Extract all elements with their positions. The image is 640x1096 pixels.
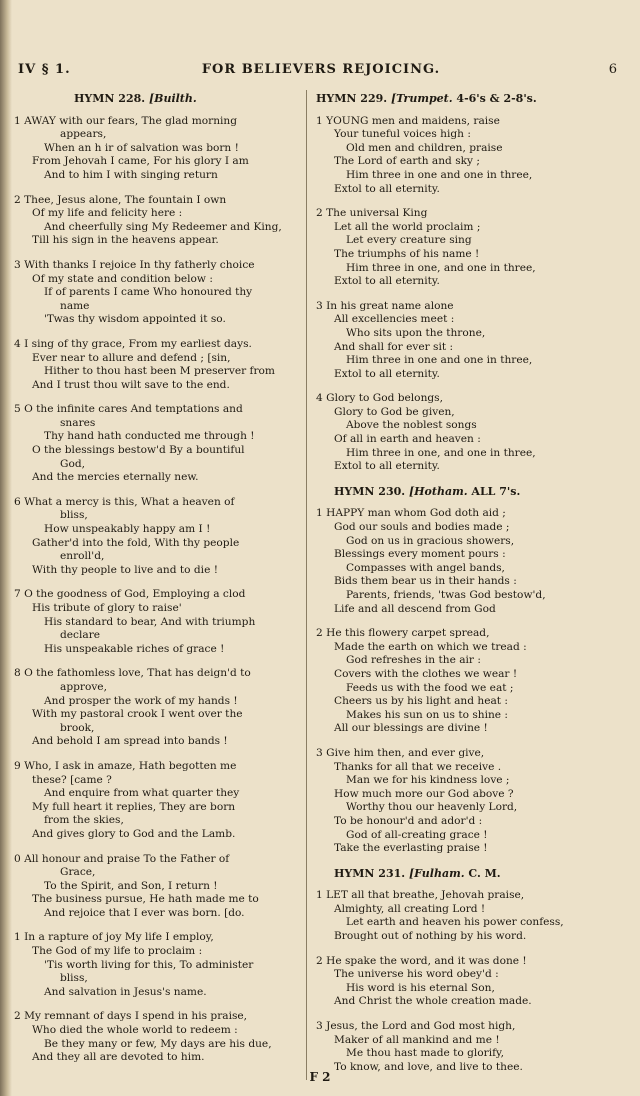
verse-line: these? [came ? bbox=[32, 773, 112, 786]
verse-line: 'Twas thy wisdom appointed it so. bbox=[44, 313, 226, 326]
page-number: 6 bbox=[608, 62, 618, 77]
verse-number: 1 bbox=[14, 114, 25, 127]
verse-number: 2 bbox=[316, 954, 327, 967]
verse-line: 9 Who, I ask in amaze, Hath begotten me bbox=[14, 759, 237, 772]
verse-number: 4 bbox=[14, 337, 25, 350]
verse-number: 2 bbox=[316, 627, 327, 640]
verse-line: Extol to all eternity. bbox=[334, 367, 440, 380]
verse-line: Of all in earth and heaven : bbox=[334, 433, 481, 446]
verse-line: 3 Jesus, the Lord and God most high, bbox=[316, 1020, 516, 1033]
verse-number: 9 bbox=[14, 759, 25, 772]
verse-line: 1 HAPPY man whom God doth aid ; bbox=[316, 507, 506, 520]
verse-line: 3 With thanks I rejoice In thy fatherly choice bbox=[14, 258, 255, 271]
verse-number: 3 bbox=[14, 258, 25, 271]
verse-number: 5 bbox=[14, 403, 25, 416]
verse-number: 7 bbox=[14, 588, 25, 601]
verse-line: To be honour'd and ador'd : bbox=[334, 814, 483, 827]
hymn-tune: [Builth. bbox=[148, 92, 197, 105]
verse-line: How much more our God above ? bbox=[334, 787, 514, 800]
verse-line: 3 In his great name alone bbox=[316, 299, 454, 312]
verse-line: The Lord of earth and sky ; bbox=[334, 155, 480, 168]
page-header bbox=[18, 62, 624, 82]
verse-line: declare bbox=[60, 629, 101, 642]
verse-number: 8 bbox=[14, 667, 25, 680]
verse-line: Blessings every moment pours : bbox=[334, 548, 506, 561]
verse-line: God our souls and bodies made ; bbox=[334, 521, 510, 534]
verse-line: Feeds us with the food we eat ; bbox=[346, 681, 514, 694]
verse-line: Old men and children, praise bbox=[346, 141, 503, 154]
verse-number: 4 bbox=[316, 392, 327, 405]
verse-line: Cheers us by his light and heat : bbox=[334, 695, 509, 708]
verse-line: Thanks for all that we receive . bbox=[334, 760, 502, 773]
verse-line: And the mercies eternally new. bbox=[32, 471, 199, 484]
verse-line: Bids them bear us in their hands : bbox=[334, 575, 517, 588]
verse-line: 1 YOUNG men and maidens, raise bbox=[316, 114, 500, 127]
verse-line: 'Tis worth living for this, To administer bbox=[44, 958, 254, 971]
hymn-number: HYMN 229. bbox=[316, 92, 388, 105]
verse-line: God of all-creating grace ! bbox=[346, 828, 488, 841]
verse-line: And they all are devoted to him. bbox=[32, 1051, 205, 1064]
verse-line: Him three in one and one in three, bbox=[346, 354, 533, 367]
verse-line: 1 In a rapture of joy My life I employ, bbox=[14, 931, 214, 944]
verse-line: Glory to God be given, bbox=[334, 405, 455, 418]
page-title: FOR BELIEVERS REJOICING. bbox=[201, 62, 441, 77]
verse-line: Worthy thou our heavenly Lord, bbox=[346, 801, 518, 814]
verse-line: Hither to thou hast been M preserver from bbox=[44, 365, 275, 378]
verse-line: The God of my life to proclaim : bbox=[32, 945, 203, 958]
verse-line: 4 Glory to God belongs, bbox=[316, 392, 443, 405]
verse-number: 1 bbox=[316, 114, 327, 127]
hymn-verse bbox=[14, 338, 302, 392]
verse-line: appears, bbox=[60, 128, 107, 141]
hymn-verse bbox=[14, 194, 302, 248]
verse-line: Let all the world proclaim ; bbox=[334, 220, 481, 233]
hymn-verse bbox=[14, 403, 302, 485]
hymn-verse bbox=[14, 588, 302, 656]
verse-line: Almighty, all creating Lord ! bbox=[334, 902, 486, 915]
verse-line: My full heart it replies, They are born bbox=[32, 800, 236, 813]
verse-line: 4 I sing of thy grace, From my earliest days. bbox=[14, 337, 252, 350]
left-column bbox=[14, 92, 302, 1076]
hymn-verse bbox=[14, 1010, 302, 1064]
verse-line: Life and all descend from God bbox=[334, 602, 496, 615]
verse-line: The triumphs of his name ! bbox=[334, 247, 480, 260]
verse-line: God on us in gracious showers, bbox=[346, 534, 515, 547]
verse-line: The universe his word obey'd : bbox=[334, 968, 499, 981]
verse-line: And shall for ever sit : bbox=[334, 340, 454, 353]
verse-line: Parents, friends, 'twas God bestow'd, bbox=[346, 589, 546, 601]
signature-mark: F 2 bbox=[309, 1070, 331, 1084]
verse-line: To know, and love, and live to thee. bbox=[334, 1060, 523, 1073]
verse-line: 1 AWAY with our fears, The glad morning bbox=[14, 114, 238, 127]
verse-number: 2 bbox=[316, 207, 327, 220]
hymn-verse bbox=[316, 747, 616, 856]
verse-number: 6 bbox=[14, 495, 25, 508]
verse-line: 2 He spake the word, and it was done ! bbox=[316, 954, 527, 967]
verse-number: 2 bbox=[14, 193, 25, 206]
verse-line: Me thou hast made to glorify, bbox=[346, 1047, 504, 1060]
hymn-verse bbox=[14, 853, 302, 921]
verse-line: Take the everlasting praise ! bbox=[334, 842, 488, 855]
hymn-verse bbox=[14, 667, 302, 749]
verse-line: 8 O the fathomless love, That has deign'd to bbox=[14, 667, 251, 680]
hymn-verse bbox=[316, 1020, 616, 1074]
verse-number: 1 bbox=[316, 507, 327, 520]
verse-number: 0 bbox=[14, 852, 25, 865]
hymn-meter: C. M. bbox=[468, 866, 501, 880]
verse-line: Compasses with angel bands, bbox=[346, 561, 505, 574]
verse-line: Of my life and felicity here : bbox=[32, 207, 183, 220]
hymn-number: HYMN 231. bbox=[334, 866, 406, 880]
verse-line: 7 O the goodness of God, Employing a clod bbox=[14, 588, 246, 601]
verse-line: O the blessings bestow'd By a bountiful bbox=[32, 444, 245, 457]
hymn-tune: [Hotham. bbox=[408, 484, 468, 498]
verse-line: Grace, bbox=[60, 866, 96, 879]
verse-line: Made the earth on which we tread : bbox=[334, 640, 527, 653]
hymn-heading bbox=[316, 485, 616, 499]
verse-line: snares bbox=[60, 416, 96, 429]
verse-line: Ever near to allure and defend ; [sin, bbox=[32, 351, 231, 364]
verse-line: And behold I am spread into bands ! bbox=[32, 735, 228, 748]
verse-line: When an h ir of salvation was born ! bbox=[44, 141, 239, 154]
verse-line: 2 The universal King bbox=[316, 207, 428, 220]
verse-line: And enquire from what quarter they bbox=[44, 787, 240, 800]
hymn-number: HYMN 230. bbox=[334, 484, 406, 498]
verse-line: Above the noblest songs bbox=[346, 419, 477, 432]
verse-line: And I trust thou wilt save to the end. bbox=[32, 378, 230, 391]
verse-line: name bbox=[60, 299, 90, 312]
verse-line: And rejoice that I ever was born. [do. bbox=[44, 906, 245, 919]
hymn-verse bbox=[316, 627, 616, 736]
verse-line: 2 He this flowery carpet spread, bbox=[316, 627, 490, 640]
verse-line: How unspeakably happy am I ! bbox=[44, 523, 211, 536]
verse-number: 3 bbox=[316, 299, 327, 312]
verse-line: Him three in one and one in three, bbox=[346, 168, 533, 181]
verse-line: Let earth and heaven his power confess, bbox=[346, 916, 564, 929]
verse-line: To the Spirit, and Son, I return ! bbox=[44, 879, 218, 892]
verse-line: And gives glory to God and the Lamb. bbox=[32, 827, 236, 840]
verse-line: 3 Give him then, and ever give, bbox=[316, 746, 485, 759]
verse-line: Gather'd into the fold, With thy people bbox=[32, 536, 240, 549]
verse-line: Thy hand hath conducted me through ! bbox=[44, 430, 255, 443]
verse-line: 2 Thee, Jesus alone, The fountain I own bbox=[14, 193, 227, 206]
verse-line: God refreshes in the air : bbox=[346, 654, 481, 667]
hymn-verse bbox=[14, 931, 302, 999]
verse-line: 0 All honour and praise To the Father of bbox=[14, 852, 230, 865]
verse-line: His word is his eternal Son, bbox=[346, 981, 495, 994]
hymn-verse bbox=[14, 496, 302, 578]
hymn-verse bbox=[316, 955, 616, 1009]
verse-line: brook, bbox=[60, 721, 95, 734]
verse-line: Extol to all eternity. bbox=[334, 182, 440, 195]
hymn-verse bbox=[316, 207, 616, 289]
verse-line: 2 My remnant of days I spend in his praise, bbox=[14, 1010, 248, 1023]
section-number: IV § 1. bbox=[18, 62, 71, 77]
verse-line: Makes his sun on us to shine : bbox=[346, 708, 508, 721]
verse-line: Let every creature sing bbox=[346, 234, 472, 247]
verse-line: Of my state and condition below : bbox=[32, 272, 213, 285]
hymn-verse bbox=[316, 115, 616, 197]
verse-line: Him three in one, and one in three, bbox=[346, 446, 536, 459]
verse-line: All our blessings are divine ! bbox=[334, 722, 488, 735]
verse-line: Be they many or few, My days are his due, bbox=[44, 1037, 272, 1050]
column-divider bbox=[306, 90, 307, 1080]
verse-number: 3 bbox=[316, 1020, 327, 1033]
verse-line: bliss, bbox=[60, 509, 88, 522]
hymn-heading bbox=[316, 867, 616, 881]
hymn-heading bbox=[316, 92, 616, 106]
verse-line: 6 What a mercy is this, What a heaven of bbox=[14, 495, 235, 508]
verse-line: God, bbox=[60, 457, 85, 470]
hymn-heading bbox=[14, 92, 302, 106]
verse-line: And Christ the whole creation made. bbox=[334, 995, 532, 1008]
hymn-verse bbox=[316, 300, 616, 382]
verse-line: enroll'd, bbox=[60, 550, 105, 563]
hymn-verse bbox=[14, 760, 302, 842]
hymn-tune: [Trumpet. bbox=[390, 92, 453, 105]
verse-line: From Jehovah I came, For his glory I am bbox=[32, 155, 249, 168]
verse-line: The business pursue, He hath made me to bbox=[32, 893, 259, 906]
verse-line: Who sits upon the throne, bbox=[346, 326, 486, 339]
verse-line: And to him I with singing return bbox=[44, 168, 218, 181]
verse-line: His unspeakable riches of grace ! bbox=[44, 642, 225, 655]
verse-number: 3 bbox=[316, 746, 327, 759]
hymn-verse bbox=[316, 889, 616, 943]
hymn-tune: [Fulham. bbox=[408, 866, 465, 880]
verse-line: Covers with the clothes we wear ! bbox=[334, 667, 518, 680]
verse-line: Man we for his kindness love ; bbox=[346, 774, 510, 787]
verse-line: Him three in one, and one in three, bbox=[346, 261, 536, 274]
verse-line: Who died the whole world to redeem : bbox=[32, 1024, 238, 1037]
hymn-meter: ALL 7's. bbox=[471, 484, 521, 498]
verse-number: 1 bbox=[14, 931, 25, 944]
verse-line: 1 LET all that breathe, Jehovah praise, bbox=[316, 889, 525, 902]
verse-line: And cheerfully sing My Redeemer and King, bbox=[44, 220, 282, 233]
page-edge bbox=[0, 0, 12, 1096]
verse-line: 5 O the infinite cares And temptations and bbox=[14, 403, 243, 416]
verse-line: Maker of all mankind and me ! bbox=[334, 1033, 500, 1046]
verse-line: And prosper the work of my hands ! bbox=[44, 694, 238, 707]
verse-line: All excellencies meet : bbox=[334, 313, 455, 326]
verse-line: If of parents I came Who honoured thy bbox=[44, 286, 253, 299]
verse-line: Extol to all eternity. bbox=[334, 460, 440, 473]
verse-line: Your tuneful voices high : bbox=[334, 128, 471, 141]
verse-line: With thy people to live and to die ! bbox=[32, 563, 218, 576]
verse-line: With my pastoral crook I went over the bbox=[32, 708, 243, 721]
verse-line: Extol to all eternity. bbox=[334, 275, 440, 288]
right-column bbox=[316, 92, 616, 1085]
verse-line: Brought out of nothing by his word. bbox=[334, 930, 527, 943]
verse-line: approve, bbox=[60, 680, 107, 693]
verse-line: from the skies, bbox=[44, 814, 124, 827]
hymn-meter: 4-6's & 2-8's. bbox=[456, 92, 537, 105]
verse-line: Till his sign in the heavens appear. bbox=[32, 234, 219, 247]
hymn-verse bbox=[316, 507, 616, 616]
hymn-verse bbox=[14, 259, 302, 327]
verse-number: 2 bbox=[14, 1010, 25, 1023]
verse-line: And salvation in Jesus's name. bbox=[44, 985, 207, 998]
hymn-number: HYMN 228. bbox=[74, 92, 146, 105]
hymn-verse bbox=[14, 115, 302, 183]
verse-line: His standard to bear, And with triumph bbox=[44, 615, 256, 628]
hymn-verse bbox=[316, 392, 616, 474]
verse-line: His tribute of glory to raise' bbox=[32, 602, 182, 614]
verse-number: 1 bbox=[316, 889, 327, 902]
verse-line: bliss, bbox=[60, 972, 88, 985]
